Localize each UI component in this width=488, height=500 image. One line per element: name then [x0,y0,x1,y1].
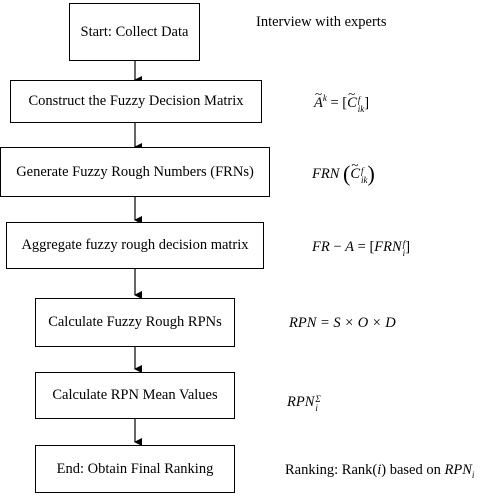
step-aggregate-box [6,222,264,269]
note-ranking: Ranking: Rank(i) based on $RPN_i$ [285,462,475,480]
step-aggregate-label: Aggregate fuzzy rough decision matrix [21,237,249,253]
note-mean-formula: RPN Σ i [287,394,321,413]
note-interview: Interview with experts [256,14,387,30]
step-rpn-label: Calculate Fuzzy Rough RPNs [48,314,222,330]
step-mean-box [35,372,235,419]
step-rpn-box [35,298,235,347]
note-fuzzy-matrix-formula: ~ $A^k$ = [~ C f ik ] [314,94,369,114]
step-fuzzy-matrix-label: Construct the Fuzzy Decision Matrix [28,93,244,109]
step-start-label: Start: Collect Data [80,23,189,40]
step-end-label: End: Obtain Final Ranking [56,460,214,477]
step-frn-label: Generate Fuzzy Rough Numbers (FRNs) [16,163,254,180]
note-aggregate-formula: FR − A = [FRN f i ] [312,239,411,258]
note-rpn-formula: RPN = S × O × D [289,315,396,331]
step-mean-label: Calculate RPN Mean Values [52,387,218,403]
step-end-box [35,445,235,493]
step-start-box [69,3,200,61]
step-fuzzy-matrix-box [10,80,262,123]
note-frn-formula: FRN (~ C f ik ) [312,163,375,185]
step-frn-box [0,147,270,197]
